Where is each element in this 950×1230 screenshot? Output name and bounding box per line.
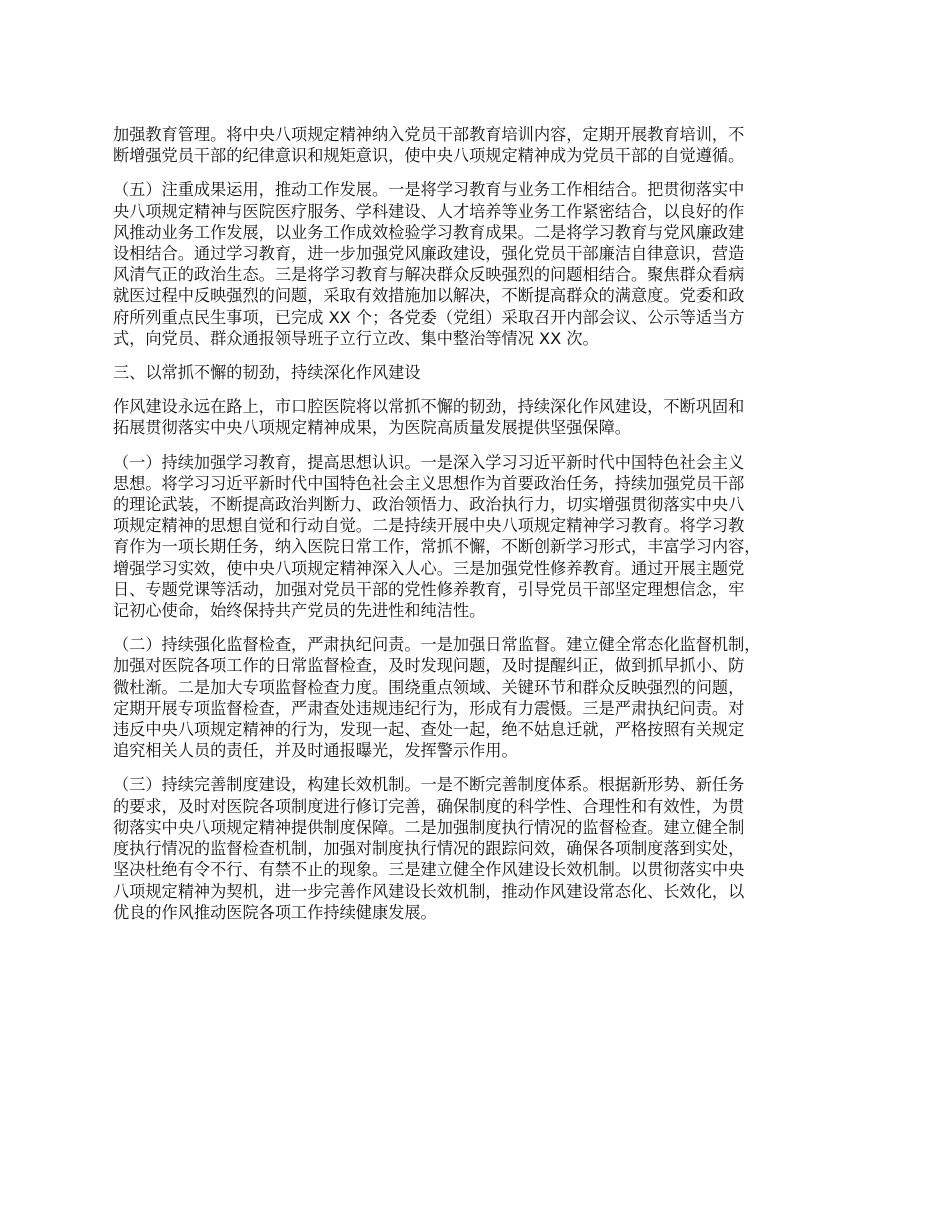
paragraph-education-management <box>113 124 848 166</box>
text-line: 定期开展专项监督检查，严肃查处违规违纪行为，形成有力震慑。三是严肃执纪问责。对 <box>113 698 745 718</box>
text-line: （五）注重成果运用，推动工作发展。一是将学习教育与业务工作相结合。把贯彻落实中 <box>113 180 745 200</box>
text-line: 违反中央八项规定精神的行为，发现一起、查处一起，绝不姑息迁就，严格按照有关规定 <box>113 720 745 740</box>
text-line: 就医过程中反映强烈的问题，采取有效措施加以解决，不断提高群众的满意度。党委和政 <box>113 286 745 306</box>
text-line: 央八项规定精神与医院医疗服务、学科建设、人才培养等业务工作紧密结合，以良好的作 <box>113 201 745 221</box>
text-line: 八项规定精神为契机，进一步完善作风建设长效机制，推动作风建设常态化、长效化，以 <box>113 881 745 901</box>
text-line: 作风建设永远在路上，市口腔医院将以常抓不懈的韧劲，持续深化作风建设，不断巩固和 <box>113 397 745 417</box>
text-line: 追究相关人员的责任，并及时通报曝光，发挥警示作用。 <box>113 741 518 761</box>
text-line: 府所列重点民生事项，已完成 XX 个；各党委（党组）采取召开内部会议、公示等适当方 <box>113 307 745 327</box>
text-line: （二）持续强化监督检查，严肃执纪问责。一是加强日常监督。建立健全常态化监督机制， <box>113 635 761 655</box>
paragraph-subsection-one <box>113 452 848 622</box>
section-heading-three: 三、以常抓不懈的韧劲，持续深化作风建设 <box>113 363 421 383</box>
text-line: 加强对医院各项工作的日常监督检查，及时发现问题，及时提醒纠正，做到抓早抓小、防 <box>113 656 745 676</box>
paragraph-subsection-two <box>113 634 848 761</box>
paragraph-subsection-three <box>113 774 848 922</box>
text-line: 度执行情况的监督检查机制，加强对制度执行情况的跟踪问效，确保各项制度落到实处， <box>113 839 745 859</box>
text-line: 增强学习实效，使中央八项规定精神深入人心。三是加强党性修养教育。通过开展主题党 <box>113 558 745 578</box>
text-line: 项规定精神的思想自觉和行动自觉。二是持续开展中央八项规定精神学习教育。将学习教 <box>113 516 745 536</box>
text-line: 思想。将学习习近平新时代中国特色社会主义思想作为首要政治任务，持续加强党员干部 <box>113 473 745 493</box>
text-line: （一）持续加强学习教育，提高思想认识。一是深入学习习近平新时代中国特色社会主义 <box>113 452 745 472</box>
text-line: 彻落实中央八项规定精神提供制度保障。二是加强制度执行情况的监督检查。建立健全制 <box>113 817 745 837</box>
paragraph-section-five <box>113 179 848 349</box>
text-line: 拓展贯彻落实中央八项规定精神成果，为医院高质量发展提供坚强保障。 <box>113 418 631 438</box>
text-line: 育作为一项长期任务，纳入医院日常工作，常抓不懈，不断创新学习形式，丰富学习内容， <box>113 537 761 557</box>
text-line: 的理论武装，不断提高政治判断力、政治领悟力、政治执行力，切实增强贯彻落实中央八 <box>113 495 745 515</box>
text-line: 风清气正的政治生态。三是将学习教育与解决群众反映强烈的问题相结合。聚焦群众看病 <box>113 265 745 285</box>
text-line: （三）持续完善制度建设，构建长效机制。一是不断完善制度体系。根据新形势、新任务 <box>113 775 745 795</box>
text-line: 断增强党员干部的纪律意识和规矩意识，使中央八项规定精神成为党员干部的自觉遵循。 <box>113 146 745 166</box>
text-line: 式，向党员、群众通报领导班子立行立改、集中整治等情况 XX 次。 <box>113 328 599 348</box>
text-line: 日、专题党课等活动，加强对党员干部的党性修养教育，引导党员干部坚定理想信念，牢 <box>113 579 745 599</box>
text-line: 加强教育管理。将中央八项规定精神纳入党员干部教育培训内容，定期开展教育培训，不 <box>113 125 745 144</box>
text-line: 优良的作风推动医院各项工作持续健康发展。 <box>113 902 437 922</box>
text-line: 坚决杜绝有令不行、有禁不止的现象。三是建立健全作风建设长效机制。以贯彻落实中央 <box>113 860 745 880</box>
text-line: 设相结合。通过学习教育，进一步加强党风廉政建设，强化党员干部廉洁自律意识，营造 <box>113 244 745 264</box>
document-body <box>113 124 848 936</box>
text-line: 的要求，及时对医院各项制度进行修订完善，确保制度的科学性、合理性和有效性，为贯 <box>113 796 745 816</box>
paragraph-section-three-intro <box>113 396 848 438</box>
text-line: 风推动业务工作发展，以业务工作成效检验学习教育成果。二是将学习教育与党风廉政建 <box>113 222 745 242</box>
text-line: 记初心使命，始终保持共产党员的先进性和纯洁性。 <box>113 601 486 621</box>
text-line: 微杜渐。二是加大专项监督检查力度。围绕重点领域、关键环节和群众反映强烈的问题， <box>113 677 745 697</box>
